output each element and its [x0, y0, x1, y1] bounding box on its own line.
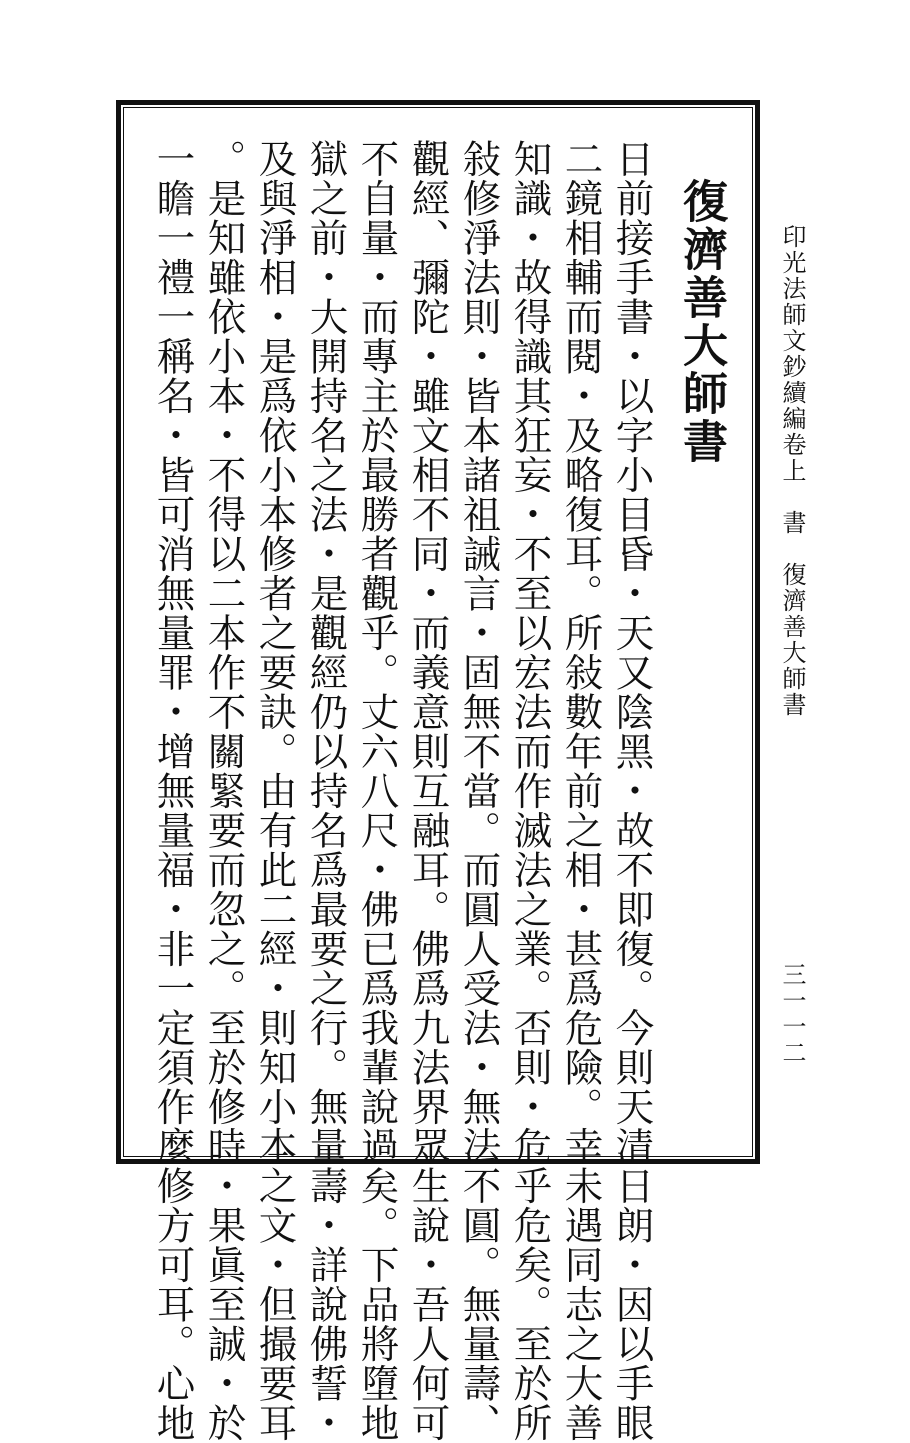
text-column-1: 日前接手書・以字小目昏・天又陰黑・故不即復。今則天清日朗・因以手眼 — [609, 139, 655, 1443]
text-column-3: 知識・故得識其狂妄・不至以宏法而作滅法之業。否則・危乎危矣。至於所 — [507, 139, 553, 1443]
text-column-10: 一瞻一禮一稱名・皆可消無量罪・增無量福・非一定須作麼修方可耳。心地 — [150, 139, 196, 1443]
letter-title: 復濟善大師書 — [675, 178, 728, 466]
page-number: 三一一二 — [778, 962, 806, 1066]
text-column-4: 敍修淨法則・皆本諸祖誡言・固無不當。而圓人受法・無法不圓。無量壽、 — [456, 139, 502, 1443]
text-column-5: 觀經、彌陀・雖文相不同・而義意則互融耳。佛爲九法界眾生說・吾人何可 — [405, 139, 451, 1443]
text-column-2: 二鏡相輔而閱・及略復耳。所敍數年前之相・甚爲危險。幸未遇同志之大善 — [558, 139, 604, 1443]
text-column-6: 不自量・而專主於最勝者觀乎。丈六八尺・佛已爲我輩說過矣。下品將墮地 — [354, 139, 400, 1443]
text-column-7: 獄之前・大開持名之法・是觀經仍以持名爲最要之行。無量壽・詳說佛誓・ — [303, 139, 349, 1443]
text-column-9: 。是知雖依小本・不得以二本作不關緊要而忽之。至於修時・果眞至誠・於 — [201, 139, 247, 1443]
text-column-8: 及與淨相・是爲依小本修者之要訣。由有此二經・則知小本之文・但撮要耳 — [252, 139, 298, 1443]
running-head: 印光法師文鈔續編卷上 書 復濟善大師書 — [778, 224, 806, 718]
